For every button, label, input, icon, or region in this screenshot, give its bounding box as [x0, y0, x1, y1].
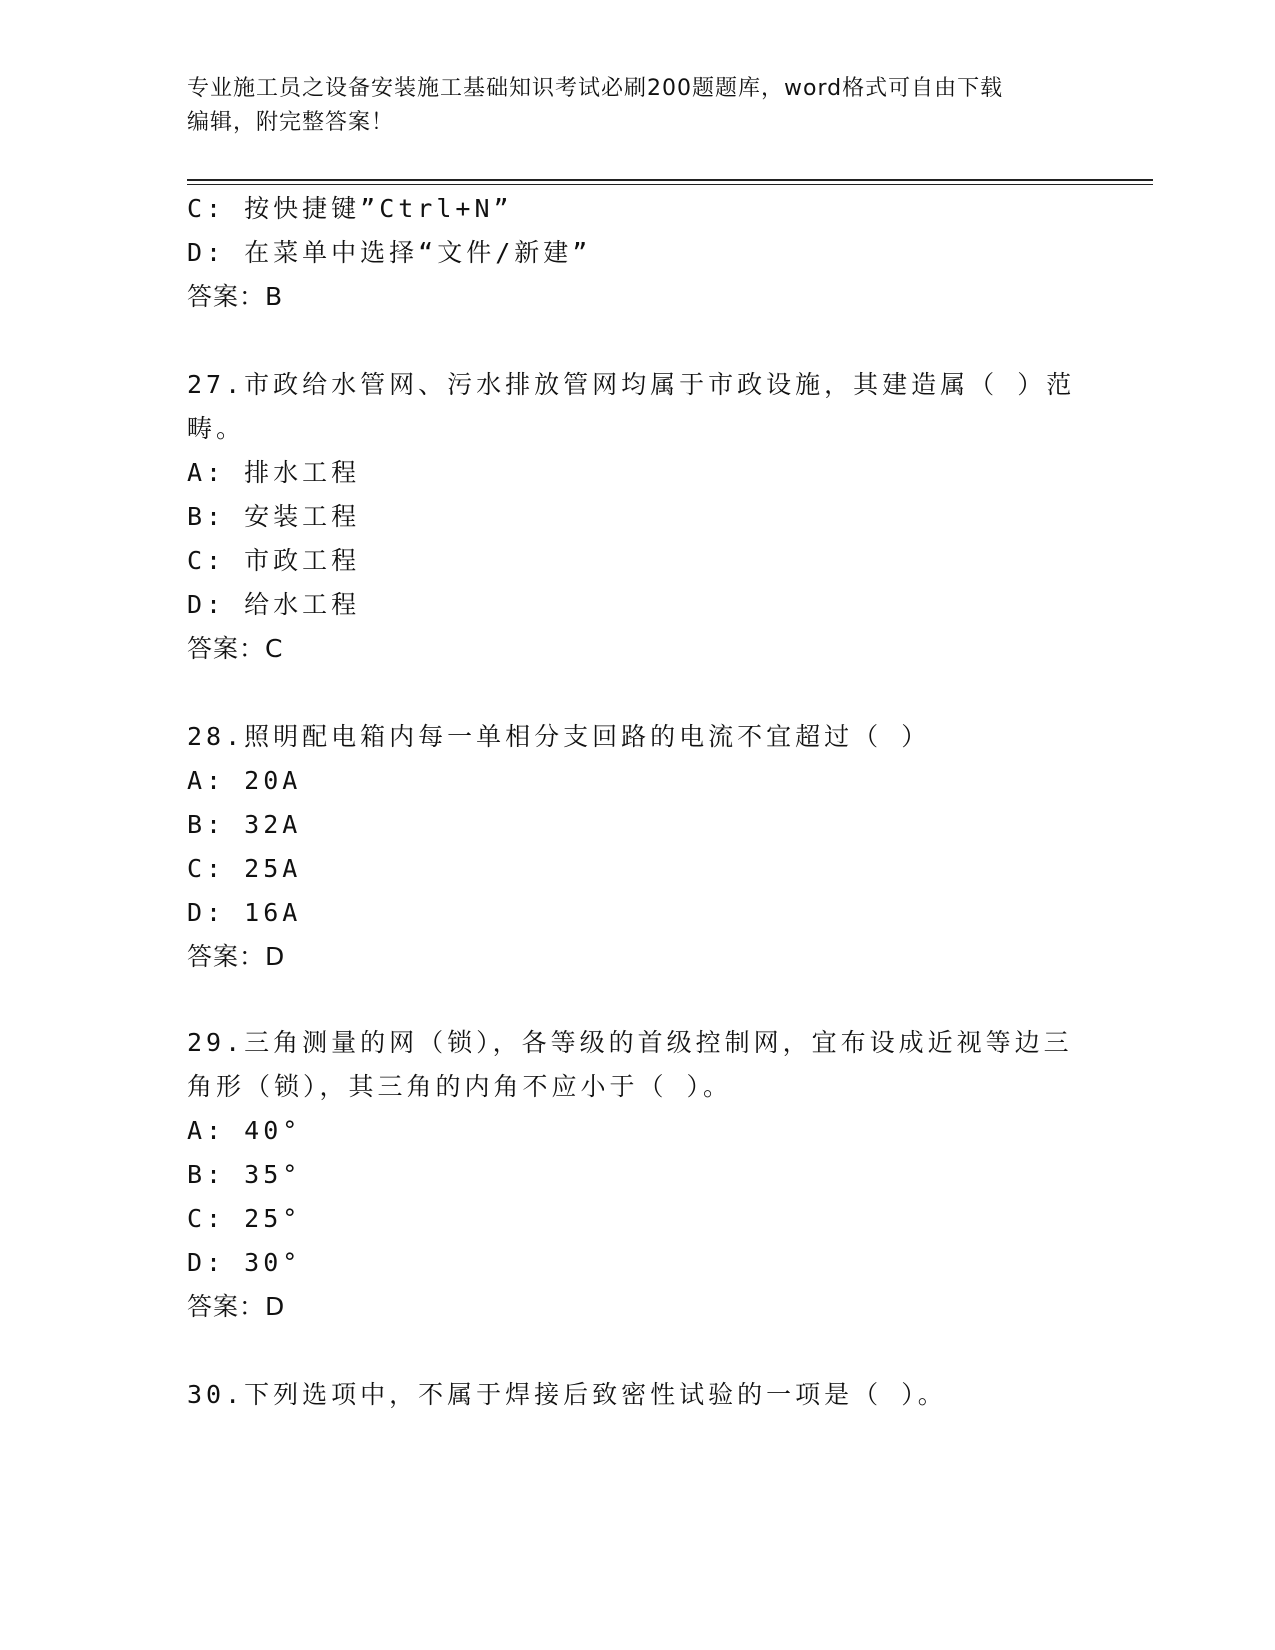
- q27-stem-line-1: 27.市政给水管网、污水排放管网均属于市政设施，其建造属（ ）范: [187, 370, 1076, 399]
- q27-answer: 答案：C: [187, 634, 284, 663]
- q27-option-c: C: 市政工程: [187, 546, 361, 575]
- q29-option-d: D: 30°: [187, 1248, 302, 1277]
- q28-answer: 答案：D: [187, 942, 286, 971]
- q27-stem-line-2: 畴。: [187, 414, 246, 443]
- q28-stem-line-1: 28.照明配电箱内每一单相分支回路的电流不宜超过（ ）: [187, 722, 931, 751]
- q29-option-b: B: 35°: [187, 1160, 302, 1189]
- q28-option-d: D: 16A: [187, 898, 302, 927]
- q29-option-c: C: 25°: [187, 1204, 302, 1233]
- header-line-2: 编辑，附完整答案！: [187, 110, 395, 135]
- q26-option-d: D: 在菜单中选择“文件/新建”: [187, 238, 592, 267]
- q29-stem-line-1: 29.三角测量的网（锁），各等级的首级控制网，宜布设成近视等边三: [187, 1028, 1073, 1057]
- q26-answer: 答案：B: [187, 282, 284, 311]
- q26-option-c: C: 按快捷键”Ctrl+N”: [187, 194, 513, 223]
- header-divider-thin: [187, 184, 1153, 185]
- q27-option-a: A: 排水工程: [187, 458, 361, 487]
- q28-option-a: A: 20A: [187, 766, 302, 795]
- q28-option-c: C: 25A: [187, 854, 302, 883]
- q27-option-d: D: 给水工程: [187, 590, 361, 619]
- document-header: [187, 72, 1087, 140]
- header-divider-thick: [187, 179, 1153, 181]
- q29-option-a: A: 40°: [187, 1116, 302, 1145]
- q28-option-b: B: 32A: [187, 810, 302, 839]
- header-line-1: 专业施工员之设备安装施工基础知识考试必刷200题题库，word格式可自由下载: [187, 76, 1004, 101]
- q29-answer: 答案：D: [187, 1292, 286, 1321]
- q27-option-b: B: 安装工程: [187, 502, 361, 531]
- q30-stem-line-1: 30.下列选项中，不属于焊接后致密性试验的一项是（ ）。: [187, 1380, 947, 1409]
- q29-stem-line-2: 角形（锁），其三角的内角不应小于（ ）。: [187, 1072, 733, 1101]
